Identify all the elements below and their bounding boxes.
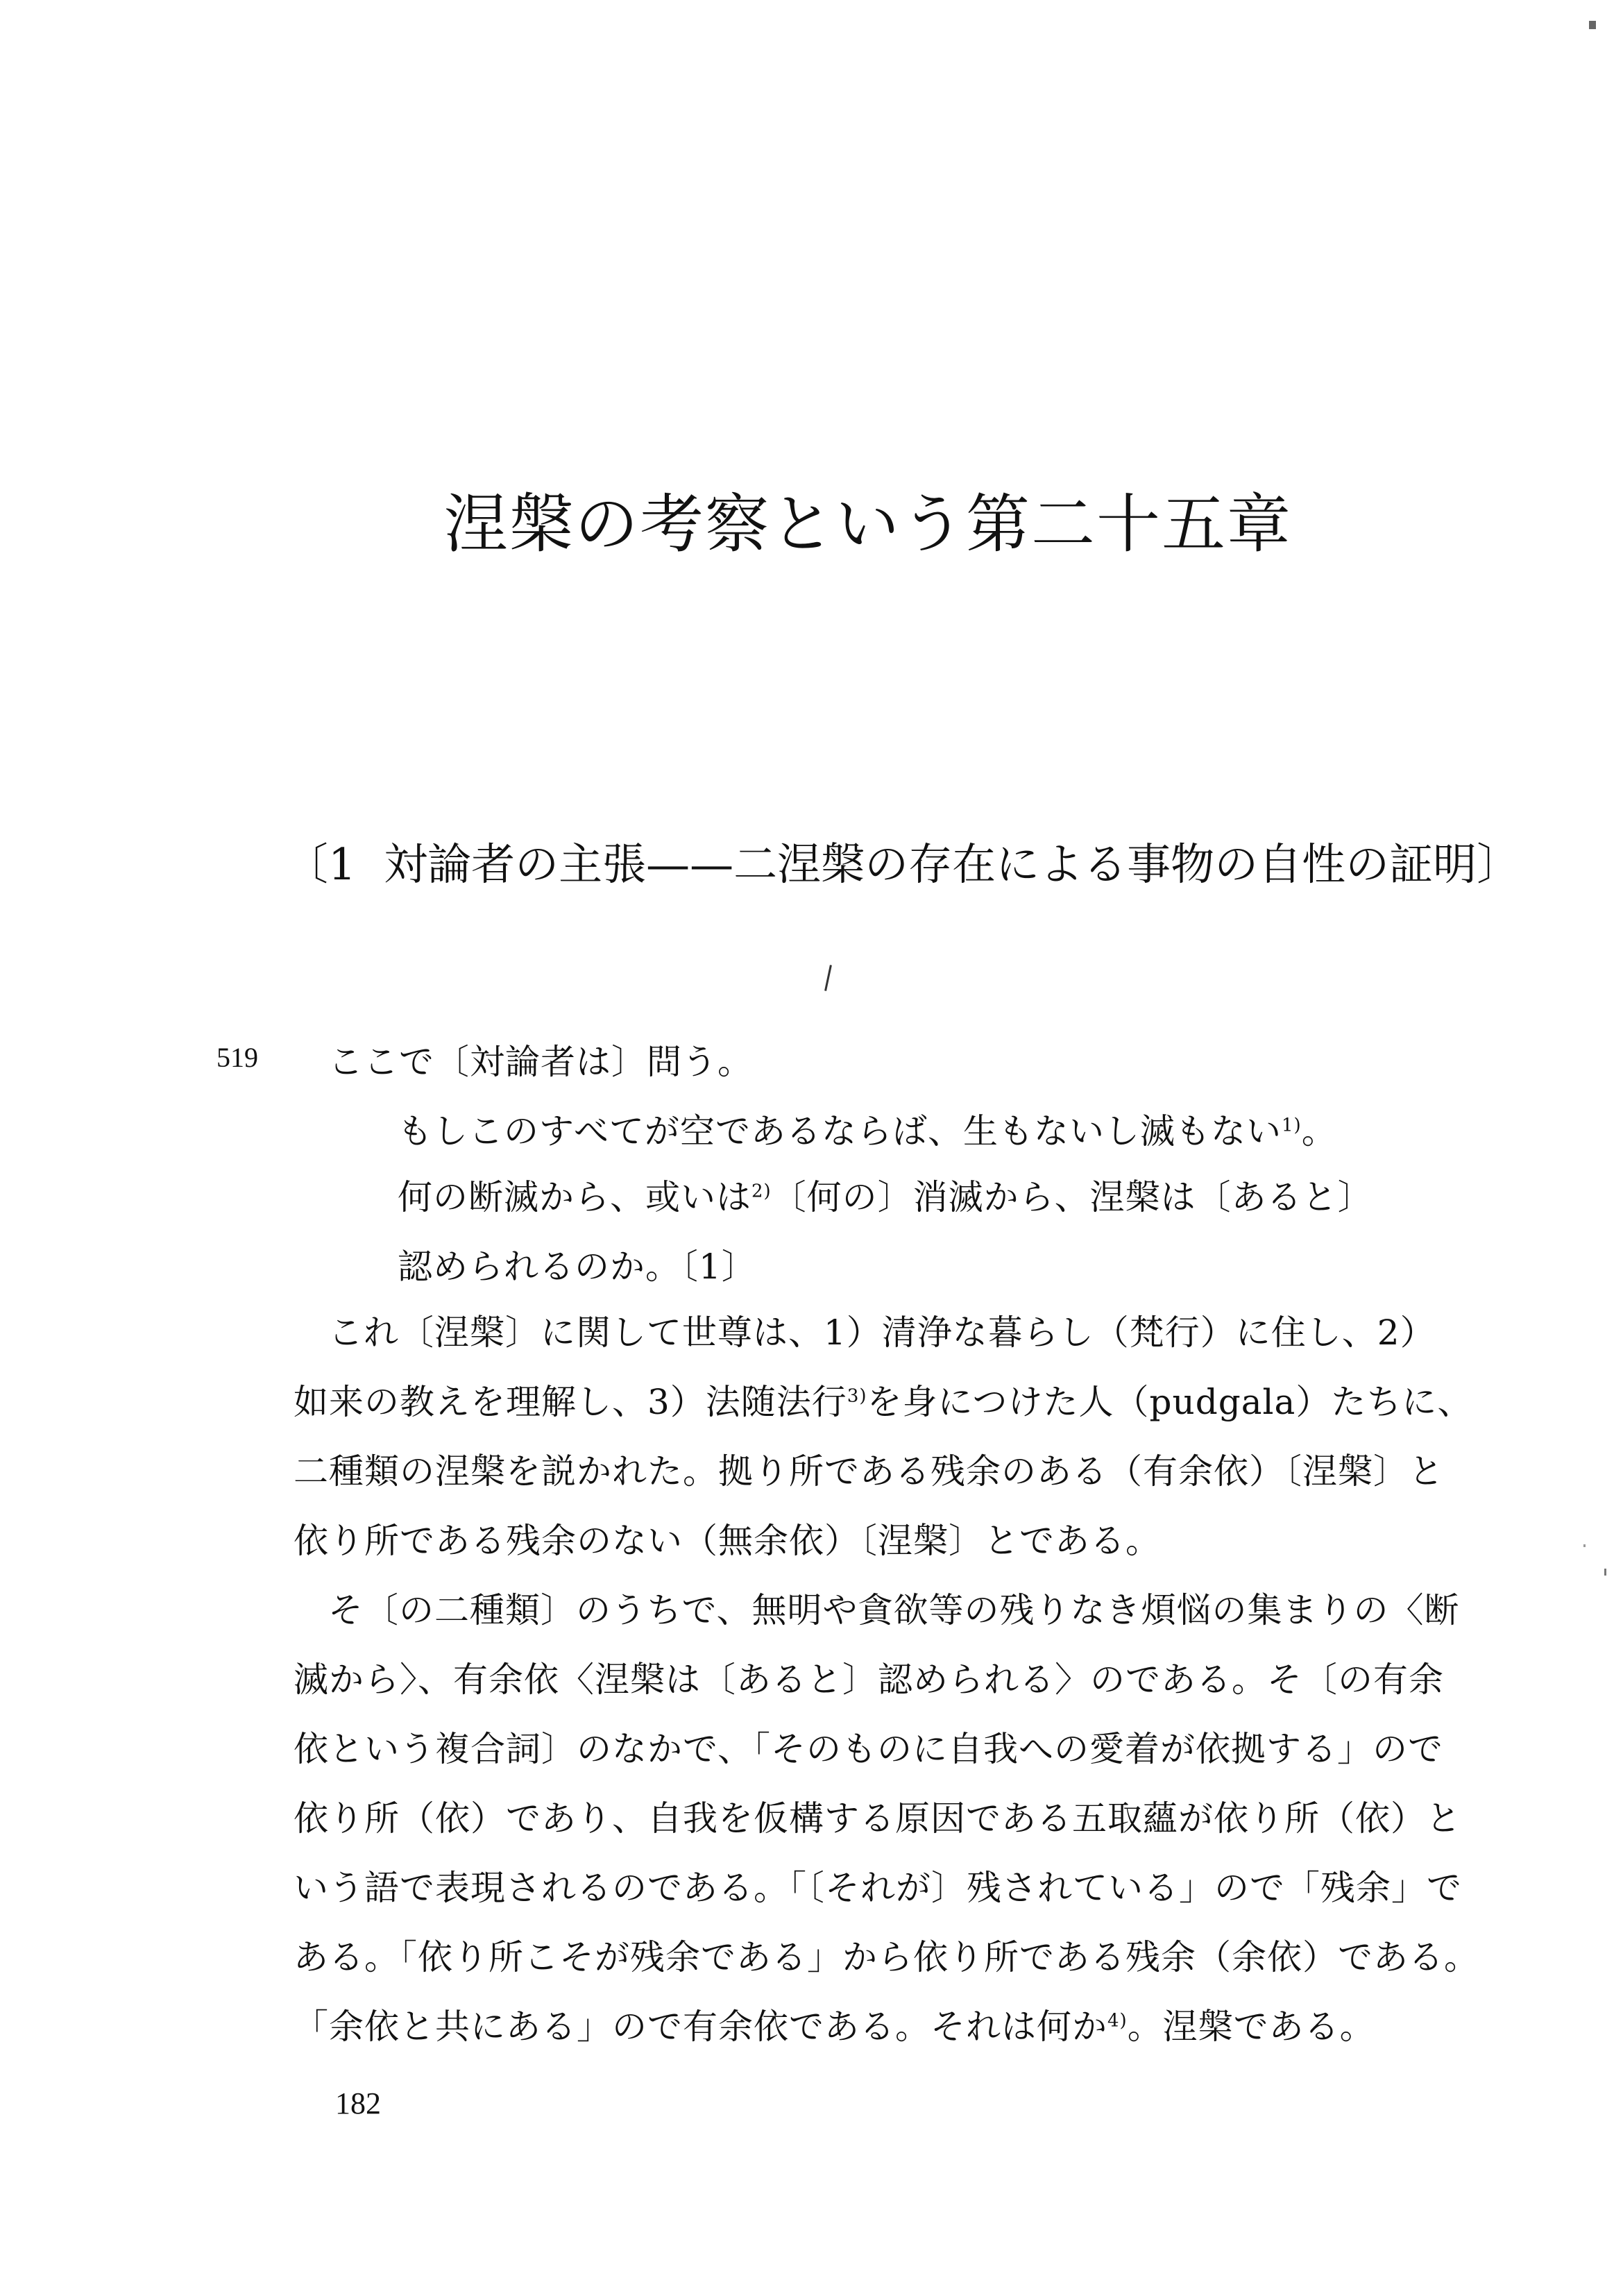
- paragraph-2-line-7-end: 。涅槃である。: [1127, 2007, 1375, 2047]
- scan-speck: [824, 965, 832, 991]
- scan-speck: [1583, 1544, 1586, 1547]
- verse-line-1-text: もしこのすべてが空であるならば、生もないし滅もない: [398, 1111, 1282, 1151]
- paragraph-1-line-2-end: を身につけた人（pudgala）たちに、: [867, 1382, 1473, 1422]
- verse-line-2: [398, 1170, 1373, 1219]
- footnote-ref-1: 1): [1282, 1115, 1302, 1136]
- section-number: 〔1: [284, 839, 357, 890]
- verse-line-1-end: 。: [1301, 1111, 1337, 1151]
- paragraph-1-line-3: 二種類の涅槃を説かれた。拠り所である残余のある（有余依）〔涅槃〕と: [294, 1451, 1444, 1492]
- paragraph-2-line-5: いう語で表現されるのである。「〔それが〕残されている」ので「残余」で: [294, 1868, 1462, 1908]
- page-number: 182: [335, 2086, 381, 2120]
- section-title: 対論者の主張——二涅槃の存在による事物の自性の証明〕: [384, 839, 1521, 890]
- paragraph-1-line-2-text: 如来の教えを理解し、3）法随法行: [294, 1382, 847, 1422]
- paragraph-1-line-4: 依り所である残余のない（無余依）〔涅槃〕とである。: [294, 1521, 1161, 1561]
- footnote-ref-3: 3): [847, 1385, 867, 1407]
- paragraph-2-line-3: 依という複合詞〕のなかで、「そのものに自我への愛着が依拠する」ので: [294, 1729, 1443, 1769]
- verse-line-2-text: 何の断滅から、或いは: [398, 1177, 751, 1217]
- chapter-title: 涅槃の考察という第二十五章: [444, 487, 1293, 562]
- paragraph-2-line-7: [294, 1999, 1375, 2049]
- paragraph-2-line-1: そ〔の二種類〕のうちで、無明や貪欲等の残りなき煩悩の集まりの〈断: [328, 1590, 1460, 1630]
- scan-speck: [1604, 1569, 1606, 1576]
- verse-line-3: 認められるのか。〔1〕: [398, 1247, 757, 1287]
- paragraph-2-line-2: 滅から〉、有余依〈涅槃は〔あると〕認められる〉のである。そ〔の有余: [294, 1660, 1444, 1700]
- paragraph-2-line-7-text: 「余依と共にある」ので有余依である。それは何か: [294, 2007, 1107, 2047]
- verse-line-2-end: 〔何の〕消滅から、涅槃は〔あると〕: [771, 1177, 1373, 1217]
- text-line-1: ここで〔対論者は〕問う。: [328, 1042, 753, 1082]
- section-heading: [284, 829, 1520, 893]
- paragraph-2-line-4: 依り所（依）であり、自我を仮構する原因である五取蘊が依り所（依）と: [294, 1798, 1461, 1839]
- paragraph-1-line-2: [294, 1374, 1472, 1424]
- footnote-ref-2: 2): [751, 1181, 772, 1202]
- margin-reference-number: 519: [216, 1042, 258, 1073]
- paragraph-1-line-1: これ〔涅槃〕に関して世尊は、1）清浄な暮らし（梵行）に住し、2）: [328, 1312, 1436, 1353]
- paragraph-2-line-6: ある。「依り所こそが残余である」から依り所である残余（余依）である。: [294, 1937, 1479, 1977]
- verse-line-1: [398, 1104, 1337, 1154]
- scan-speck: [1589, 21, 1596, 29]
- footnote-ref-4: 4): [1107, 2010, 1128, 2032]
